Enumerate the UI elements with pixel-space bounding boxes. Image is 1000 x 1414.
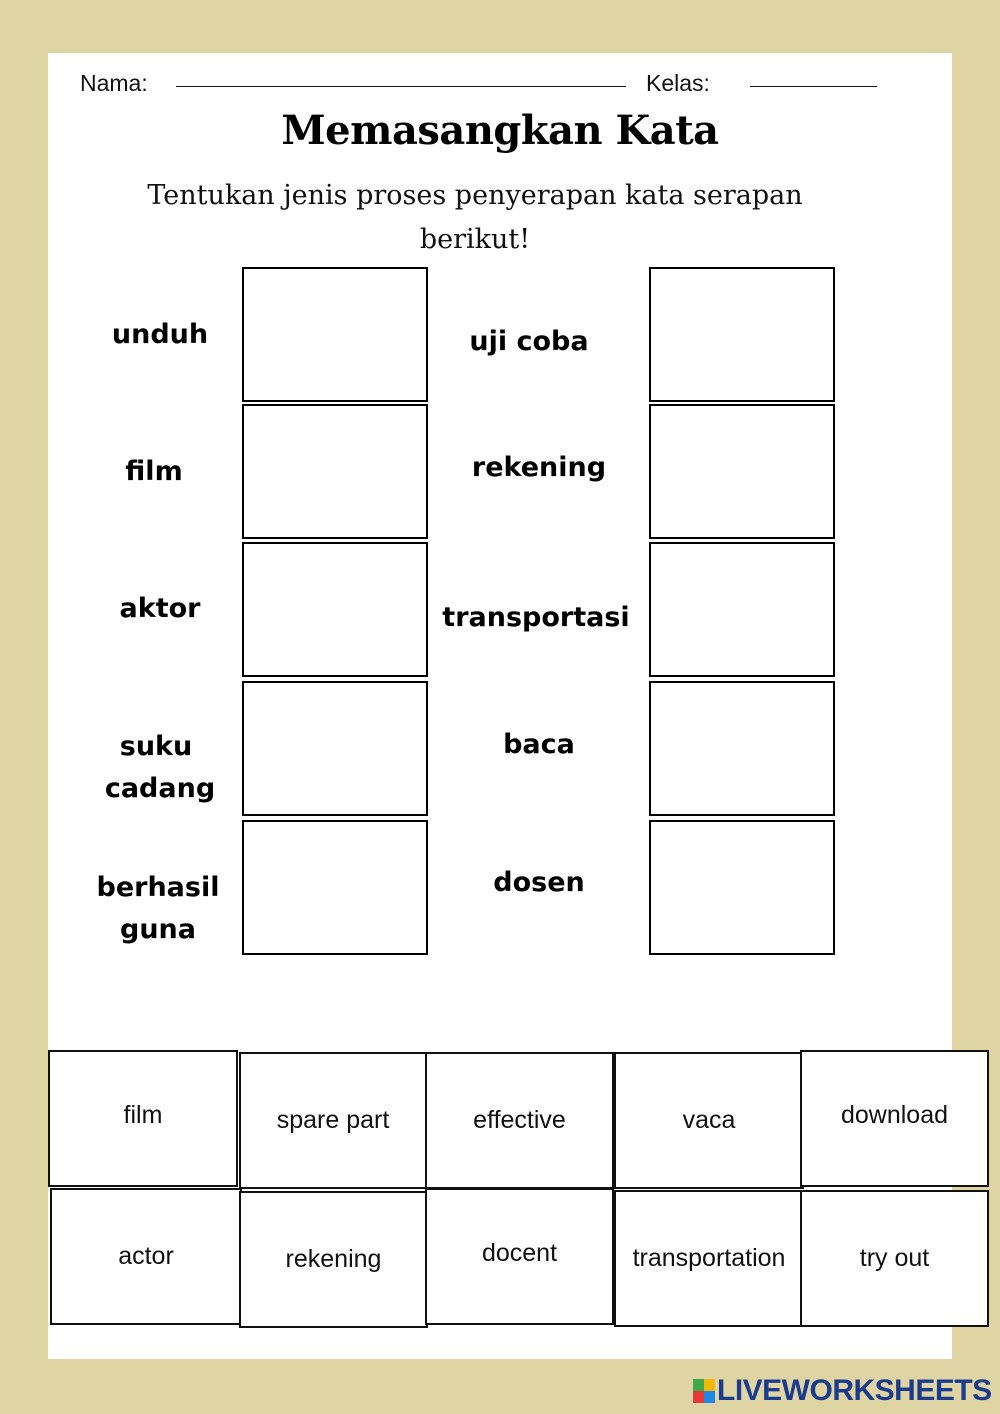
liveworksheets-logo-icon: [693, 1379, 715, 1403]
right-word-5: dosen: [493, 867, 585, 898]
left-word-2: [94, 451, 214, 493]
answer-card-label: rekening: [285, 1245, 382, 1273]
right-word-3: transportasi: [442, 602, 630, 633]
drop-box-right-2[interactable]: [649, 404, 835, 539]
page-title: Memasangkan Kata: [281, 107, 719, 154]
liveworksheets-logo: [693, 1374, 992, 1408]
drop-box-left-1[interactable]: [242, 267, 428, 402]
answer-card[interactable]: [425, 1052, 614, 1189]
name-label: Nama:: [80, 70, 148, 96]
class-input-line[interactable]: [750, 86, 877, 87]
left-word-3: [100, 588, 220, 630]
answer-card-label: try out: [859, 1244, 930, 1272]
drop-box-right-4[interactable]: [649, 681, 835, 816]
answer-card-label: effective: [473, 1106, 566, 1134]
left-word-3-line1: aktor: [119, 593, 201, 624]
drop-box-left-2[interactable]: [242, 404, 428, 539]
answer-card[interactable]: [48, 1050, 238, 1187]
brand-name: LIVEWORKSHEETS: [717, 1374, 992, 1407]
answer-card[interactable]: [425, 1188, 614, 1325]
drop-box-right-1[interactable]: [649, 267, 835, 402]
answer-card-label: spare part: [276, 1106, 390, 1134]
right-word-2: rekening: [471, 452, 607, 483]
answer-card[interactable]: [614, 1190, 804, 1327]
left-word-4-line2: cadang: [104, 773, 216, 804]
answer-card-label: vaca: [682, 1106, 736, 1134]
answer-card-label: film: [123, 1101, 163, 1129]
right-word-1: uji coba: [469, 326, 589, 357]
drop-box-right-5[interactable]: [649, 820, 835, 955]
left-word-4-line1: suku: [119, 731, 193, 762]
answer-card-label: download: [840, 1101, 949, 1129]
left-word-5-line2: guna: [120, 914, 196, 945]
left-word-1: [100, 314, 220, 356]
left-word-2-line1: film: [125, 456, 183, 487]
drop-box-left-5[interactable]: [242, 820, 428, 955]
drop-box-left-4[interactable]: [242, 681, 428, 816]
instruction-text: Tentukan jenis proses penyerapan kata serapan berikut!: [147, 180, 803, 255]
left-word-1-line1: unduh: [111, 319, 209, 350]
drop-box-left-3[interactable]: [242, 542, 428, 677]
answer-card-label: docent: [481, 1239, 558, 1267]
answer-card[interactable]: [614, 1052, 804, 1189]
answer-card[interactable]: [239, 1191, 428, 1328]
name-input-line[interactable]: [176, 86, 626, 87]
answer-card[interactable]: [800, 1050, 989, 1187]
answer-card-label: actor: [118, 1242, 174, 1270]
answer-card[interactable]: [239, 1052, 427, 1189]
answer-card[interactable]: [800, 1190, 989, 1327]
class-label: Kelas:: [646, 70, 710, 96]
answer-card[interactable]: [50, 1188, 242, 1325]
left-word-5-line1: berhasil: [96, 872, 220, 903]
answer-card-label: transportation: [632, 1244, 786, 1272]
left-word-4: [95, 726, 225, 810]
right-word-4: baca: [503, 729, 575, 760]
left-word-5: [88, 867, 228, 951]
drop-box-right-3[interactable]: [649, 542, 835, 677]
